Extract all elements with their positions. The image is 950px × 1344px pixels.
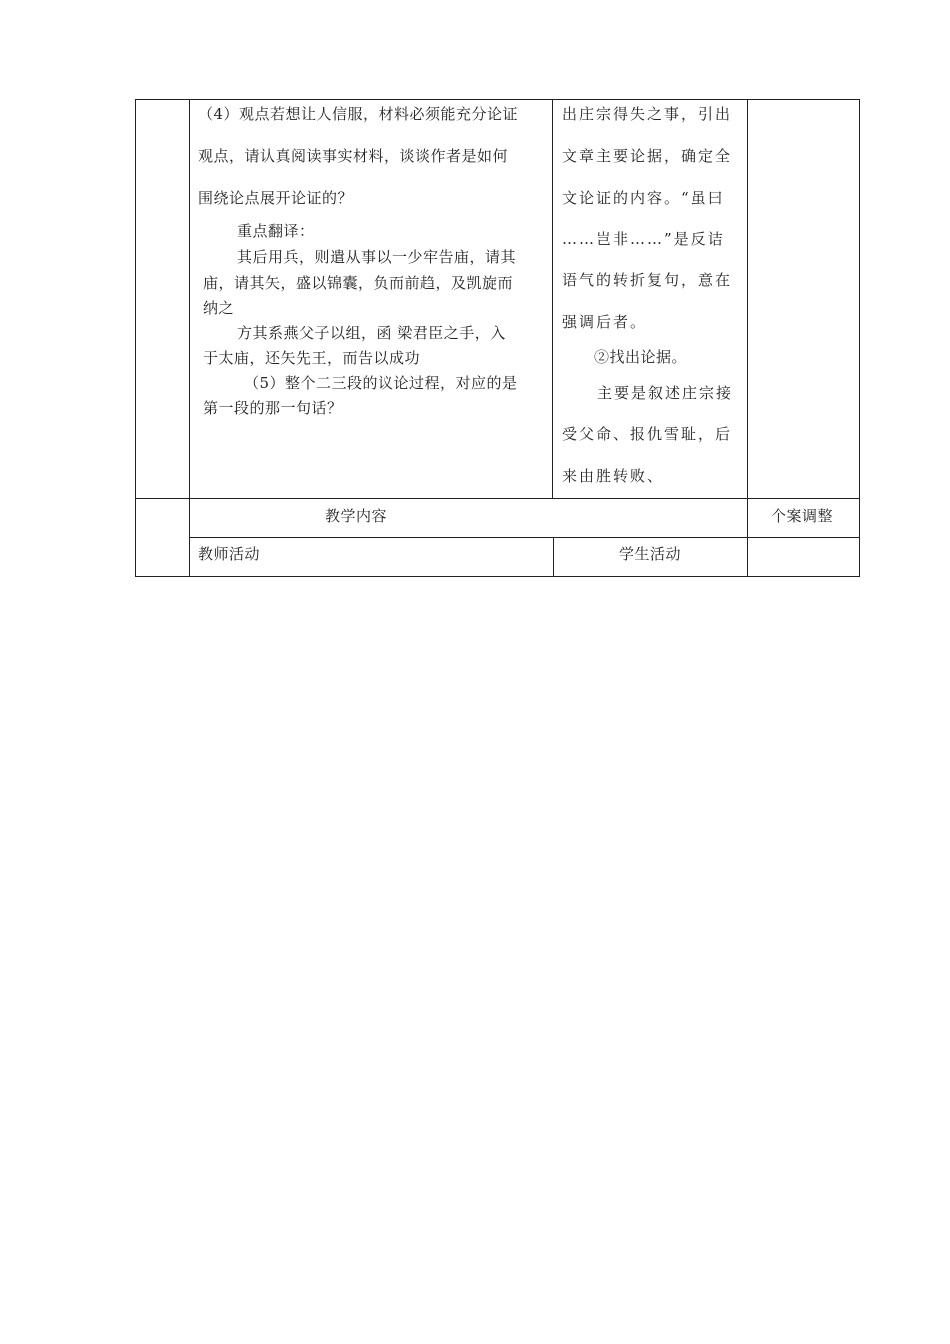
- teaching-content-header: 教学内容: [325, 507, 388, 525]
- table-border-top: [135, 99, 860, 100]
- question-4-line-2: 观点，请认真阅读事实材料，谈谈作者是如何: [198, 147, 509, 165]
- table-border-bottom: [135, 576, 860, 577]
- student-line-5: 语气的转折复句，意在: [562, 271, 733, 289]
- teacher-activity-header: 教师活动: [198, 545, 261, 563]
- table-border-left: [135, 99, 136, 576]
- question-4-line-3: 围绕论点展开论证的？: [198, 189, 354, 207]
- translation-line-4: 方其系燕父子以组，函 梁君臣之手，入: [237, 324, 506, 342]
- translation-line-5: 于太庙，还矢先王，而告以成功: [203, 349, 421, 367]
- translation-line-1: 其后用兵，则遣从事以一少牢告庙，请其: [237, 248, 517, 266]
- student-line-10: 来由胜转败、: [562, 467, 665, 485]
- table-divider-1: [189, 99, 190, 576]
- table-divider-3: [747, 99, 748, 576]
- student-line-1: 出庄宗得失之事，引出: [562, 105, 733, 123]
- question-5-line-1: （5）整个二三段的议论过程，对应的是: [244, 374, 518, 392]
- translation-heading: 重点翻译：: [237, 222, 315, 240]
- case-adjustment-header: 个案调整: [771, 507, 834, 525]
- table-divider-2: [552, 99, 553, 499]
- student-line-9: 受父命、报仇雪耻，后: [562, 425, 733, 443]
- table-divider-2b: [553, 537, 554, 576]
- question-4-line-1: （4）观点若想让人信服，材料必须能充分论证: [198, 105, 519, 123]
- translation-line-3: 纳之: [203, 299, 235, 317]
- translation-line-2: 庙，请其矢，盛以锦囊，负而前趋，及凯旋而: [203, 274, 514, 292]
- student-line-7: ②找出论据。: [594, 348, 688, 366]
- table-border-right: [859, 99, 860, 576]
- question-5-line-2: 第一段的那一句话？: [203, 399, 343, 417]
- student-line-8: 主要是叙述庄宗接: [597, 384, 734, 402]
- row-divider-1: [135, 498, 860, 499]
- student-line-3: 文论证的内容。“虽曰: [562, 189, 725, 207]
- student-line-4: ……岂非……”是反诘: [562, 230, 725, 248]
- student-activity-header: 学生活动: [619, 545, 682, 563]
- student-line-2: 文章主要论据，确定全: [562, 147, 733, 165]
- row-divider-2: [189, 537, 860, 538]
- student-line-6: 强调后者。: [562, 313, 648, 331]
